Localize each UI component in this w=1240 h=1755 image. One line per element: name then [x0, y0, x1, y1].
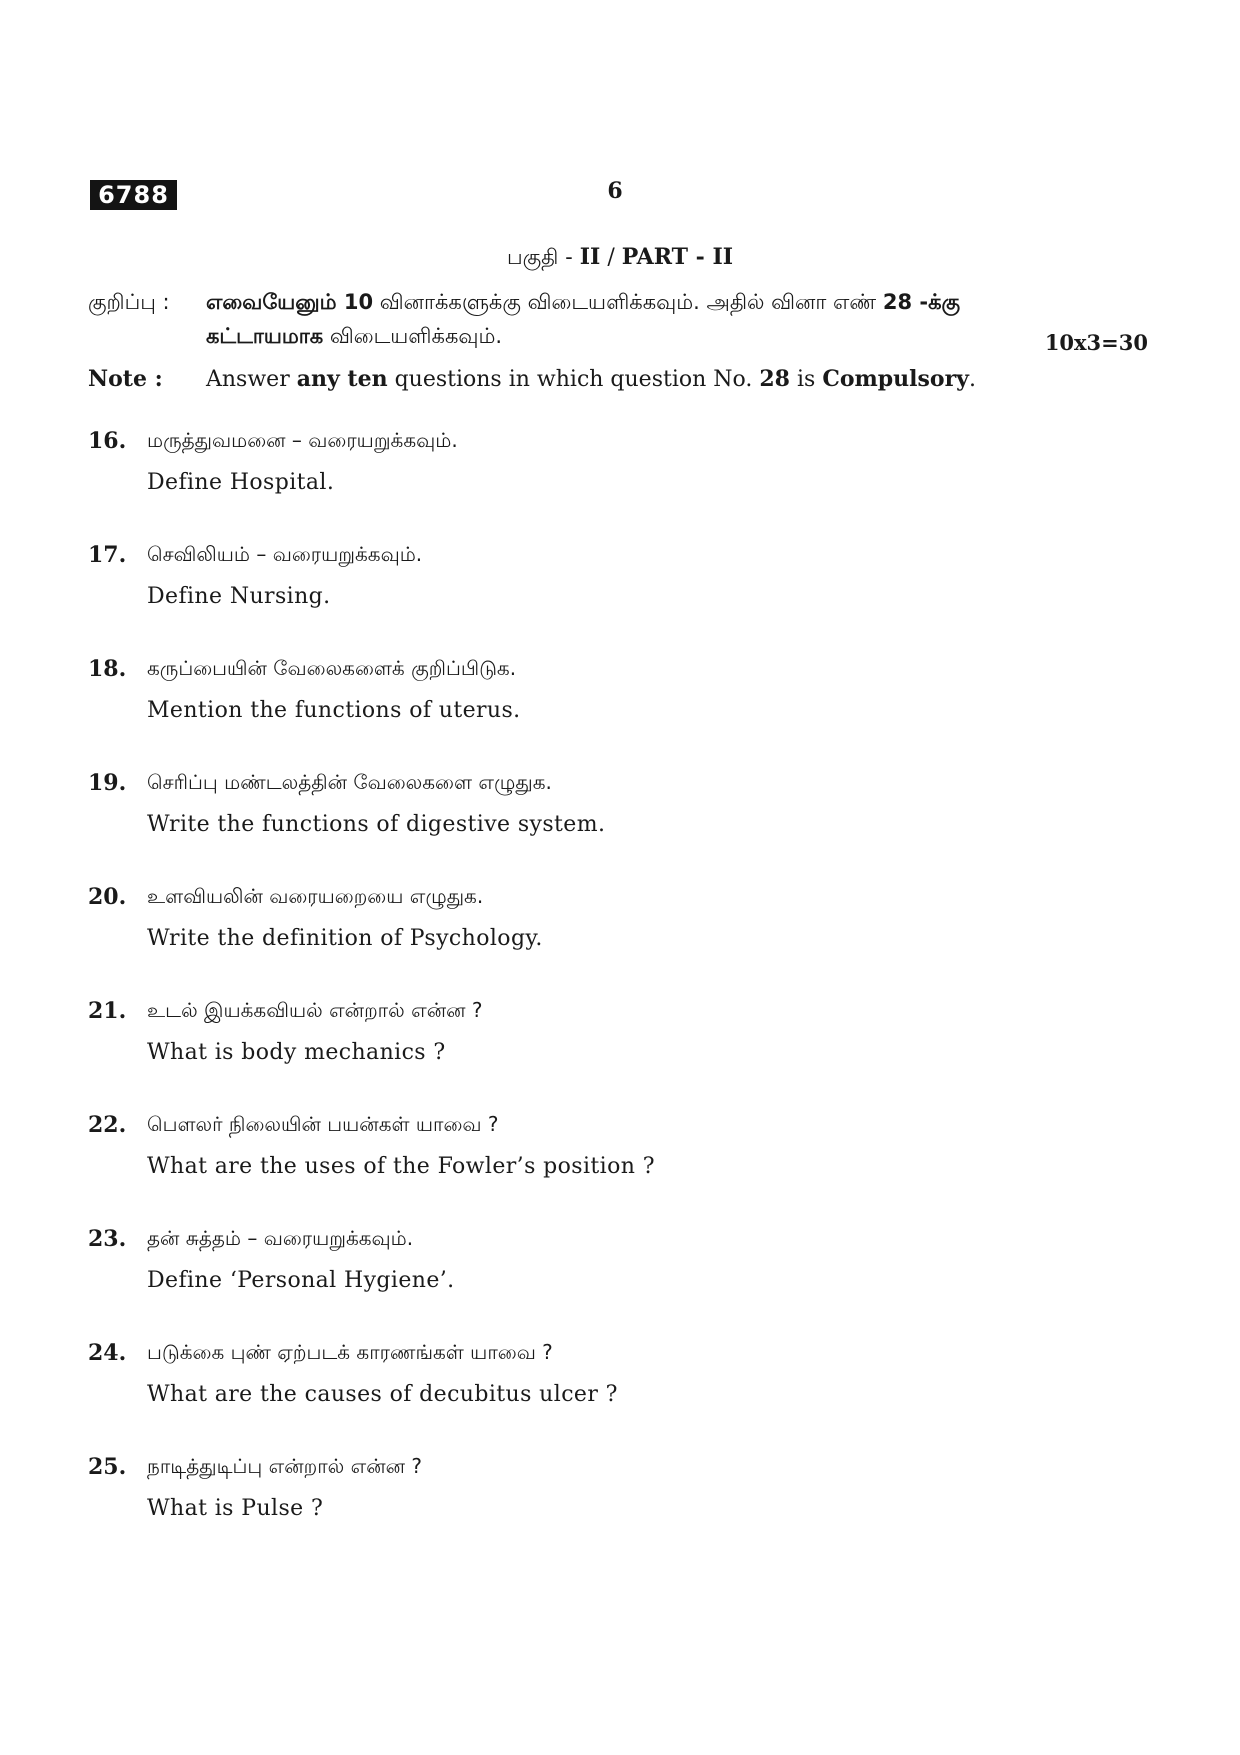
part-title-roman: II — [579, 244, 601, 270]
tamil-note-bold-3: கட்டாயமாக — [206, 324, 324, 348]
tamil-note-line-2 — [206, 324, 502, 351]
question-number: 17. — [88, 542, 127, 568]
question-tamil: படுக்கை புண் ஏற்படக் காரணங்கள் யாவை ? — [147, 1340, 553, 1364]
question-english: Write the functions of digestive system. — [147, 812, 606, 837]
question-number: 23. — [88, 1226, 127, 1252]
english-note-b1: any ten — [296, 366, 388, 392]
question-english: What is body mechanics ? — [147, 1040, 446, 1065]
english-note-b2: 28 — [759, 366, 790, 392]
question-number: 25. — [88, 1454, 127, 1480]
question-tamil: செவிலியம் – வரையறுக்கவும். — [147, 542, 423, 566]
part-title-tamil: பகுதி — [506, 245, 559, 269]
question-number: 24. — [88, 1340, 127, 1366]
part-title-sep2: / — [600, 245, 622, 270]
part-title — [0, 244, 1240, 272]
question-english: Define Hospital. — [147, 470, 335, 495]
question-english: Define Nursing. — [147, 584, 331, 609]
paper-code-badge: 6788 — [90, 180, 177, 210]
tamil-note-line-1 — [206, 290, 960, 317]
question-english: What is Pulse ? — [147, 1496, 324, 1521]
question-english: Mention the functions of uterus. — [147, 698, 521, 723]
question-tamil: உளவியலின் வரையறையை எழுதுக. — [147, 884, 484, 908]
question-tamil: மருத்துவமனை – வரையறுக்கவும். — [147, 428, 458, 452]
part-title-sep1: - — [558, 245, 580, 270]
question-english: What are the uses of the Fowler’s position ? — [147, 1154, 655, 1179]
english-note-b3: Compulsory — [822, 366, 969, 392]
english-note-t3: is — [790, 367, 823, 392]
question-english: Write the definition of Psychology. — [147, 926, 543, 951]
question-tamil: கருப்பையின் வேலைகளைக் குறிப்பிடுக. — [147, 656, 517, 680]
question-number: 22. — [88, 1112, 127, 1138]
page-number: 6 — [607, 178, 623, 204]
english-note-text — [206, 366, 976, 392]
tamil-note-label: குறிப்பு : — [88, 290, 170, 314]
tamil-note-text-2: விடையளிக்கவும். — [323, 324, 503, 348]
tamil-note-text-1: வினாக்களுக்கு விடையளிக்கவும். அதில் வினா எண் — [373, 290, 883, 314]
question-english: Define ‘Personal Hygiene’. — [147, 1268, 455, 1293]
question-english: What are the causes of decubitus ulcer ? — [147, 1382, 618, 1407]
question-number: 20. — [88, 884, 127, 910]
question-tamil: பௌலர் நிலையின் பயன்கள் யாவை ? — [147, 1112, 499, 1136]
english-note-t4: . — [968, 367, 976, 392]
question-number: 19. — [88, 770, 127, 796]
english-note-t1: Answer — [206, 367, 297, 392]
marks-allocation: 10x3=30 — [1044, 330, 1148, 355]
tamil-note-bold-1: எவையேனும் 10 — [206, 290, 374, 314]
question-number: 18. — [88, 656, 127, 682]
question-tamil: தன் சுத்தம் – வரையறுக்கவும். — [147, 1226, 414, 1250]
english-note-t2: questions in which question No. — [387, 367, 760, 392]
question-tamil: செரிப்பு மண்டலத்தின் வேலைகளை எழுதுக. — [147, 770, 552, 794]
question-number: 21. — [88, 998, 127, 1024]
tamil-note-bold-2: 28 -க்கு — [882, 290, 961, 314]
part-title-english: PART - II — [621, 244, 734, 270]
question-number: 16. — [88, 428, 127, 454]
question-tamil: நாடித்துடிப்பு என்றால் என்ன ? — [147, 1454, 422, 1478]
english-note-label: Note : — [88, 366, 163, 392]
question-tamil: உடல் இயக்கவியல் என்றால் என்ன ? — [147, 998, 483, 1022]
